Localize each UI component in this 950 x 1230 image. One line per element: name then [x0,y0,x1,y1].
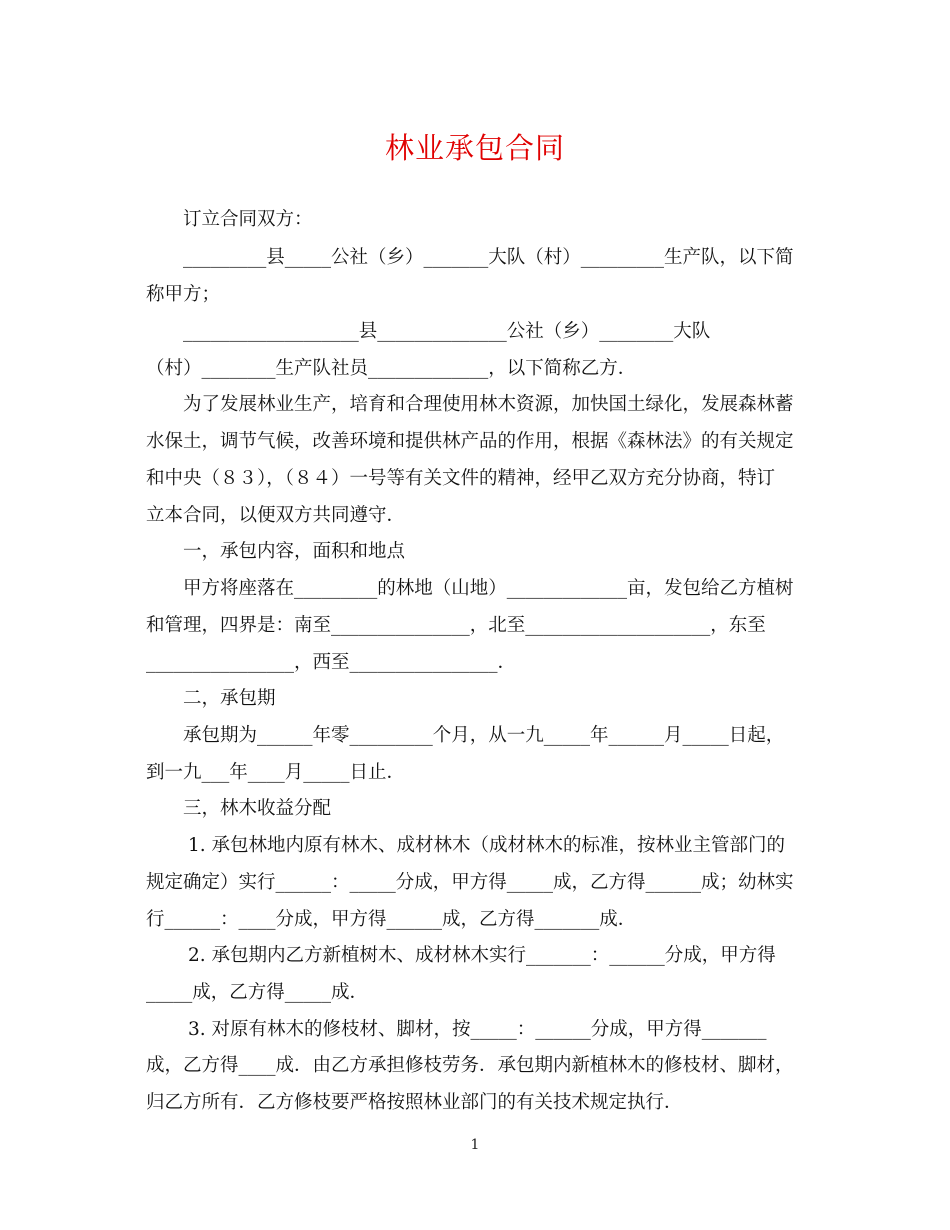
party-b-line-1: ___________________县______________公社（乡）________大队 [183,321,711,342]
clause-2-line-1: 2. 承包期内乙方新植树木、成材林木实行_______：______分成，甲方得 [188,945,776,966]
clause-3-line-3: 归乙方所有．乙方修枝要严格按照林业部门的有关技术规定执行． [146,1092,683,1113]
clause-1-line-2: 规定确定）实行______：_____分成，甲方得_____成，乙方得______成；幼林实 [146,872,794,893]
preamble-line-2: 水保土，调节气候，改善环境和提供林产品的作用，根据《森林法》的有关规定 [146,431,794,452]
party-b-line-2: （村）________生产队社员_____________，以下简称乙方． [146,358,637,379]
preamble-line-4: 立本合同，以便双方共同遵守． [146,505,406,526]
contract-title: 林业承包合同 [384,131,565,165]
section-3-heading: 三，林木收益分配 [183,798,332,819]
party-a-line-1: _________县_____公社（乡）_______大队（村）_________生产队，以下简 [183,247,794,268]
clause-2-line-2: _____成，乙方得_____成． [146,982,369,1003]
preamble-line-3: 和中央（８３），（８４）一号等有关文件的精神，经甲乙双方充分协商，特订 [146,468,776,489]
preamble-line-1: 为了发展林业生产，培育和合理使用林木资源，加快国土绿化，发展森林蓄 [183,394,794,415]
clause-3-line-1: 3. 对原有林木的修枝材、脚材，按_____：______分成，甲方得_______ [188,1019,767,1040]
section-1-heading: 一，承包内容，面积和地点 [183,541,406,562]
section-2-line-1: 承包期为______年零_________个月，从一九_____年______月_____日起， [183,725,785,746]
section-1-line-2: 和管理，四界是：南至_______________，北至____________________，东至 [146,615,766,636]
section-2-heading: 二，承包期 [183,688,276,709]
clause-3-line-2: 成，乙方得____成．由乙方承担修枝劳务．承包期内新植林木的修枝材、脚材， [146,1055,794,1076]
section-1-line-3: ________________，西至________________． [146,652,517,673]
section-2-line-2: 到一九___年____月_____日止． [146,762,406,783]
clause-1-line-3: 行______：____分成，甲方得______成，乙方得_______成． [146,909,637,930]
parties-heading: 订立合同双方： [183,209,313,230]
party-a-line-2: 称甲方； [146,284,221,305]
clause-1-line-1: 1. 承包林地内原有林木、成材林木（成材林木的标准，按林业主管部门的 [188,835,786,856]
page-number: 1 [470,1137,480,1153]
section-1-line-1: 甲方将座落在_________的林地（山地）_____________亩，发包给乙方植树 [183,578,794,599]
